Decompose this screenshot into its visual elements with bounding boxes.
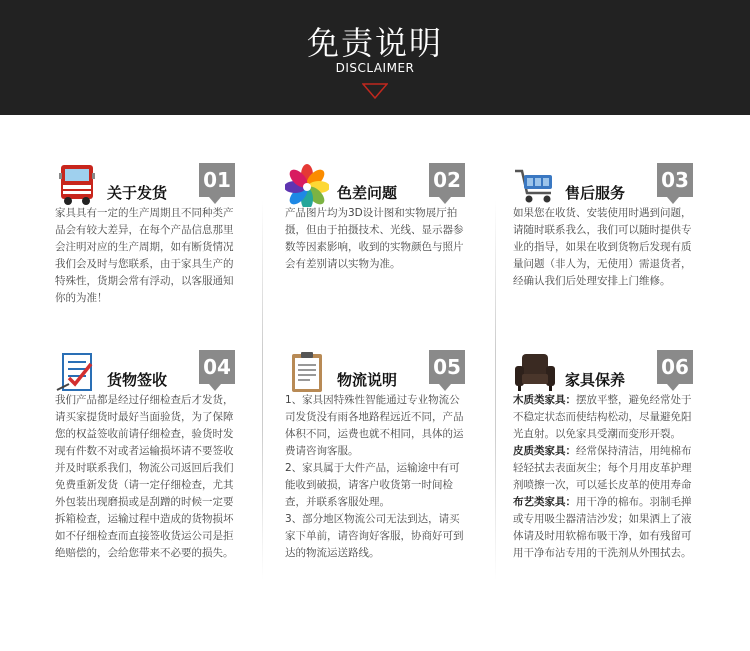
color-wheel-icon bbox=[285, 163, 329, 207]
divider bbox=[262, 200, 263, 580]
section-receipt bbox=[55, 350, 240, 580]
section-shipping bbox=[55, 163, 240, 333]
section-number: 03 bbox=[657, 163, 693, 197]
section-number: 01 bbox=[199, 163, 235, 197]
header-banner bbox=[0, 0, 750, 115]
section-after-sales bbox=[513, 163, 698, 333]
section-number: 06 bbox=[657, 350, 693, 384]
logistics-item: 3、部分地区物流公司无法到达，请买家下单前，请咨询好客服，协商好可到达的物流运送路线。 bbox=[285, 513, 464, 559]
section-title: 色差问题 bbox=[337, 184, 398, 202]
divider bbox=[495, 200, 496, 580]
care-item: 皮质类家具：经常保持清洁，用纯棉布轻轻拭去表面灰尘；每个月用皮革护理剂喷擦一次，可以延长皮革的使用寿命 bbox=[513, 445, 692, 491]
checklist-icon bbox=[55, 350, 99, 394]
armchair-icon bbox=[513, 350, 557, 394]
section-title: 关于发货 bbox=[107, 184, 168, 202]
section-text: 我们产品都是经过仔细检查后才发货，请买家提货时最好当面验货，为了保障您的权益签收前请仔细检查，验货时发现有件数不对或者运输损坏请不要签收并及时联系我们，物流公司返回后我们免费重新发货（请一定仔细检查，尤其外包装出现磨损或是刮蹭的时候一定要拆箱检查，运输过程中造成的货物损坏如不仔细检查而直接签收货运公司是拒绝赔偿的，会给您带来不必要的损失。 bbox=[55, 394, 234, 559]
care-label: 木质类家具： bbox=[513, 394, 576, 406]
section-text: 如果您在收货、安装使用时遇到问题，请随时联系我么，我们可以随时提供专业的指导，如果在收到货物后发现有质量问题（非人为，无使用）需退货者，经确认我们后处理安排上门维修。 bbox=[513, 207, 692, 287]
clipboard-icon bbox=[285, 350, 329, 394]
section-text: 产品图片均为3D设计图和实物展厅拍摄，但由于拍摄技术、光线、显示器参数等因素影响，收到的实物颜色与照片会有差别请以实物为准。 bbox=[285, 207, 464, 270]
shopping-cart-icon bbox=[513, 163, 557, 207]
section-title: 物流说明 bbox=[337, 371, 398, 389]
section-title: 家具保养 bbox=[565, 371, 626, 389]
section-furniture-care bbox=[513, 350, 698, 580]
section-title: 售后服务 bbox=[565, 184, 626, 202]
section-text: 家具具有一定的生产周期且不同种类产品会有较大差异，在每个产品信息那里会注明对应的生产周期，如有断货情况我们会及时与您联系，由于家具生产的特殊性，货期会常有浮动，以客服通知你的为准！ bbox=[55, 207, 234, 304]
section-title: 货物签收 bbox=[107, 371, 168, 389]
logistics-item: 1、家具因特殊性智能通过专业物流公司发货没有雨各地路程远近不同，产品体积不同，运费也就不相同，具体的运费请咨询客服。 bbox=[285, 394, 464, 457]
care-item: 布艺类家具：用干净的棉布。羽制毛掸或专用吸尘器清洁沙发；如果洒上了液体请及时用软棉布吸干净，如有残留可用干净布沾专用的干洗剂从外围拭去。 bbox=[513, 496, 692, 559]
section-text bbox=[285, 392, 470, 562]
truck-icon bbox=[55, 163, 99, 207]
section-number: 05 bbox=[429, 350, 465, 384]
section-number: 02 bbox=[429, 163, 465, 197]
logistics-item: 2、家具属于大件产品，运输途中有可能收到破损，请客户收货第一时间检查，并联系客服处理。 bbox=[285, 462, 460, 508]
section-text bbox=[513, 392, 698, 562]
section-logistics bbox=[285, 350, 470, 580]
page-title: 免责说明 bbox=[306, 24, 443, 62]
care-label: 布艺类家具： bbox=[513, 496, 576, 508]
care-label: 皮质类家具： bbox=[513, 445, 576, 457]
page-subtitle: DISCLAIMER bbox=[335, 61, 415, 75]
care-item: 木质类家具：摆放平整，避免经常处于不稳定状态而使结构松动，尽量避免阳光直射。以免家具受潮而变形开裂。 bbox=[513, 394, 692, 440]
section-color-difference bbox=[285, 163, 470, 333]
section-number: 04 bbox=[199, 350, 235, 384]
triangle-down-icon bbox=[362, 83, 388, 99]
